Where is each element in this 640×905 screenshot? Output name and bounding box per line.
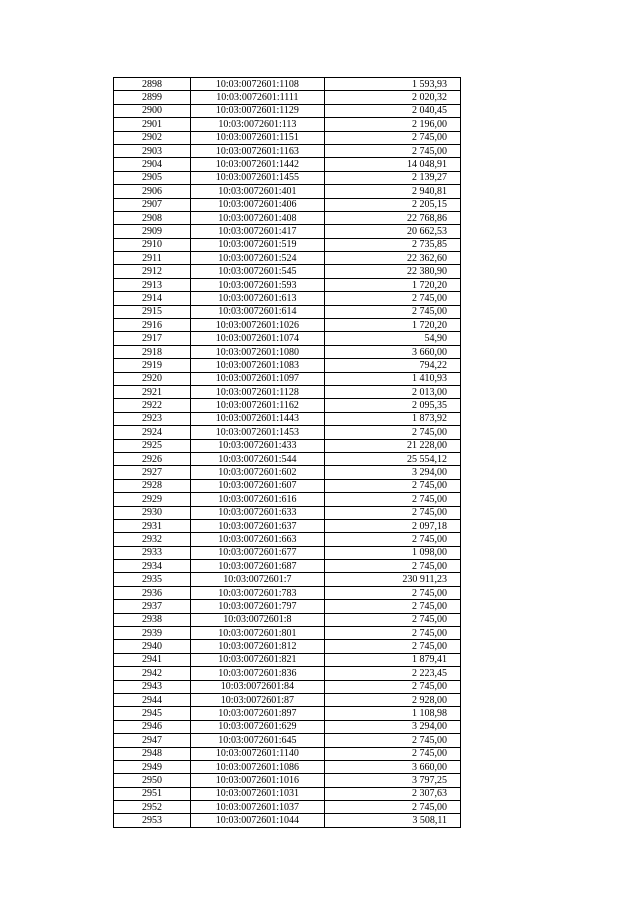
row-number-cell: 2931 bbox=[114, 519, 191, 532]
cadastral-number-cell: 10:03:0072601:797 bbox=[190, 600, 324, 613]
row-number-cell: 2910 bbox=[114, 238, 191, 251]
row-number-cell: 2940 bbox=[114, 640, 191, 653]
value-cell: 2 020,32 bbox=[324, 91, 460, 104]
row-number-cell: 2901 bbox=[114, 118, 191, 131]
table-row bbox=[114, 198, 461, 211]
row-number-cell: 2923 bbox=[114, 412, 191, 425]
row-number-cell: 2948 bbox=[114, 747, 191, 760]
value-cell: 1 108,98 bbox=[324, 707, 460, 720]
cadastral-number-cell: 10:03:0072601:1097 bbox=[190, 372, 324, 385]
value-cell: 2 745,00 bbox=[324, 426, 460, 439]
row-number-cell: 2916 bbox=[114, 319, 191, 332]
row-number-cell: 2904 bbox=[114, 158, 191, 171]
table-row bbox=[114, 747, 461, 760]
table-row bbox=[114, 600, 461, 613]
value-cell: 2 745,00 bbox=[324, 533, 460, 546]
row-number-cell: 2902 bbox=[114, 131, 191, 144]
row-number-cell: 2908 bbox=[114, 211, 191, 224]
table-row bbox=[114, 211, 461, 224]
table-row bbox=[114, 653, 461, 666]
cadastral-number-cell: 10:03:0072601:1080 bbox=[190, 345, 324, 358]
cadastral-number-cell: 10:03:0072601:616 bbox=[190, 493, 324, 506]
table-row bbox=[114, 91, 461, 104]
value-cell: 2 745,00 bbox=[324, 613, 460, 626]
value-cell: 2 745,00 bbox=[324, 305, 460, 318]
row-number-cell: 2907 bbox=[114, 198, 191, 211]
value-cell: 2 745,00 bbox=[324, 560, 460, 573]
table-row bbox=[114, 466, 461, 479]
cadastral-number-cell: 10:03:0072601:1455 bbox=[190, 171, 324, 184]
value-cell: 22 362,60 bbox=[324, 252, 460, 265]
row-number-cell: 2944 bbox=[114, 693, 191, 706]
value-cell: 2 745,00 bbox=[324, 292, 460, 305]
value-cell: 54,90 bbox=[324, 332, 460, 345]
value-cell: 3 660,00 bbox=[324, 345, 460, 358]
value-cell: 2 095,35 bbox=[324, 399, 460, 412]
table-row bbox=[114, 225, 461, 238]
cadastral-number-cell: 10:03:0072601:1128 bbox=[190, 385, 324, 398]
value-cell: 2 223,45 bbox=[324, 667, 460, 680]
table-row bbox=[114, 519, 461, 532]
value-cell: 2 940,81 bbox=[324, 185, 460, 198]
value-cell: 2 196,00 bbox=[324, 118, 460, 131]
row-number-cell: 2924 bbox=[114, 426, 191, 439]
row-number-cell: 2905 bbox=[114, 171, 191, 184]
table-row bbox=[114, 158, 461, 171]
row-number-cell: 2912 bbox=[114, 265, 191, 278]
table-row bbox=[114, 452, 461, 465]
table-row bbox=[114, 305, 461, 318]
row-number-cell: 2950 bbox=[114, 774, 191, 787]
cadastral-number-cell: 10:03:0072601:1086 bbox=[190, 760, 324, 773]
value-cell: 2 735,85 bbox=[324, 238, 460, 251]
table-row bbox=[114, 573, 461, 586]
cadastral-number-cell: 10:03:0072601:637 bbox=[190, 519, 324, 532]
table-row bbox=[114, 479, 461, 492]
value-cell: 2 745,00 bbox=[324, 600, 460, 613]
value-cell: 14 048,91 bbox=[324, 158, 460, 171]
table-row bbox=[114, 814, 461, 827]
table-row bbox=[114, 533, 461, 546]
row-number-cell: 2900 bbox=[114, 104, 191, 117]
row-number-cell: 2913 bbox=[114, 278, 191, 291]
row-number-cell: 2911 bbox=[114, 252, 191, 265]
value-cell: 2 139,27 bbox=[324, 171, 460, 184]
cadastral-number-cell: 10:03:0072601:8 bbox=[190, 613, 324, 626]
data-table bbox=[113, 77, 461, 828]
row-number-cell: 2947 bbox=[114, 734, 191, 747]
row-number-cell: 2922 bbox=[114, 399, 191, 412]
value-cell: 2 745,00 bbox=[324, 640, 460, 653]
cadastral-number-cell: 10:03:0072601:821 bbox=[190, 653, 324, 666]
value-cell: 1 720,20 bbox=[324, 278, 460, 291]
table-row bbox=[114, 734, 461, 747]
table-row bbox=[114, 667, 461, 680]
value-cell: 1 410,93 bbox=[324, 372, 460, 385]
value-cell: 21 228,00 bbox=[324, 439, 460, 452]
cadastral-number-cell: 10:03:0072601:1111 bbox=[190, 91, 324, 104]
row-number-cell: 2932 bbox=[114, 533, 191, 546]
row-number-cell: 2941 bbox=[114, 653, 191, 666]
table-row bbox=[114, 787, 461, 800]
cadastral-number-cell: 10:03:0072601:897 bbox=[190, 707, 324, 720]
table-row bbox=[114, 78, 461, 91]
value-cell: 2 040,45 bbox=[324, 104, 460, 117]
table-row bbox=[114, 292, 461, 305]
row-number-cell: 2921 bbox=[114, 385, 191, 398]
value-cell: 3 797,25 bbox=[324, 774, 460, 787]
table-row bbox=[114, 640, 461, 653]
value-cell: 230 911,23 bbox=[324, 573, 460, 586]
value-cell: 3 660,00 bbox=[324, 760, 460, 773]
cadastral-number-cell: 10:03:0072601:1151 bbox=[190, 131, 324, 144]
value-cell: 2 013,00 bbox=[324, 385, 460, 398]
value-cell: 2 745,00 bbox=[324, 801, 460, 814]
row-number-cell: 2925 bbox=[114, 439, 191, 452]
table-body bbox=[114, 78, 461, 828]
value-cell: 3 508,11 bbox=[324, 814, 460, 827]
cadastral-number-cell: 10:03:0072601:1453 bbox=[190, 426, 324, 439]
row-number-cell: 2938 bbox=[114, 613, 191, 626]
value-cell: 2 745,00 bbox=[324, 747, 460, 760]
cadastral-number-cell: 10:03:0072601:87 bbox=[190, 693, 324, 706]
value-cell: 1 593,93 bbox=[324, 78, 460, 91]
table-row bbox=[114, 332, 461, 345]
table-row bbox=[114, 238, 461, 251]
cadastral-number-cell: 10:03:0072601:113 bbox=[190, 118, 324, 131]
row-number-cell: 2934 bbox=[114, 560, 191, 573]
row-number-cell: 2915 bbox=[114, 305, 191, 318]
value-cell: 2 745,00 bbox=[324, 493, 460, 506]
row-number-cell: 2937 bbox=[114, 600, 191, 613]
row-number-cell: 2898 bbox=[114, 78, 191, 91]
row-number-cell: 2927 bbox=[114, 466, 191, 479]
cadastral-number-cell: 10:03:0072601:645 bbox=[190, 734, 324, 747]
value-cell: 1 098,00 bbox=[324, 546, 460, 559]
cadastral-number-cell: 10:03:0072601:1044 bbox=[190, 814, 324, 827]
cadastral-number-cell: 10:03:0072601:1443 bbox=[190, 412, 324, 425]
table-row bbox=[114, 627, 461, 640]
row-number-cell: 2928 bbox=[114, 479, 191, 492]
table-row bbox=[114, 399, 461, 412]
cadastral-number-cell: 10:03:0072601:1129 bbox=[190, 104, 324, 117]
value-cell: 22 380,90 bbox=[324, 265, 460, 278]
table-row bbox=[114, 720, 461, 733]
row-number-cell: 2919 bbox=[114, 359, 191, 372]
cadastral-number-cell: 10:03:0072601:812 bbox=[190, 640, 324, 653]
cadastral-number-cell: 10:03:0072601:836 bbox=[190, 667, 324, 680]
cadastral-number-cell: 10:03:0072601:544 bbox=[190, 452, 324, 465]
table-row bbox=[114, 372, 461, 385]
value-cell: 2 205,15 bbox=[324, 198, 460, 211]
row-number-cell: 2903 bbox=[114, 144, 191, 157]
row-number-cell: 2906 bbox=[114, 185, 191, 198]
value-cell: 20 662,53 bbox=[324, 225, 460, 238]
cadastral-number-cell: 10:03:0072601:408 bbox=[190, 211, 324, 224]
row-number-cell: 2899 bbox=[114, 91, 191, 104]
cadastral-number-cell: 10:03:0072601:663 bbox=[190, 533, 324, 546]
cadastral-number-cell: 10:03:0072601:1108 bbox=[190, 78, 324, 91]
cadastral-number-cell: 10:03:0072601:1162 bbox=[190, 399, 324, 412]
cadastral-number-cell: 10:03:0072601:602 bbox=[190, 466, 324, 479]
row-number-cell: 2943 bbox=[114, 680, 191, 693]
table-row bbox=[114, 412, 461, 425]
value-cell: 2 745,00 bbox=[324, 506, 460, 519]
table-row bbox=[114, 493, 461, 506]
table-row bbox=[114, 171, 461, 184]
table-row bbox=[114, 385, 461, 398]
table-row bbox=[114, 359, 461, 372]
value-cell: 2 928,00 bbox=[324, 693, 460, 706]
cadastral-number-cell: 10:03:0072601:519 bbox=[190, 238, 324, 251]
value-cell: 2 745,00 bbox=[324, 586, 460, 599]
cadastral-number-cell: 10:03:0072601:401 bbox=[190, 185, 324, 198]
value-cell: 3 294,00 bbox=[324, 466, 460, 479]
table-row bbox=[114, 426, 461, 439]
row-number-cell: 2920 bbox=[114, 372, 191, 385]
table-row bbox=[114, 707, 461, 720]
row-number-cell: 2917 bbox=[114, 332, 191, 345]
value-cell: 2 745,00 bbox=[324, 144, 460, 157]
row-number-cell: 2949 bbox=[114, 760, 191, 773]
row-number-cell: 2935 bbox=[114, 573, 191, 586]
table-row bbox=[114, 104, 461, 117]
cadastral-number-cell: 10:03:0072601:84 bbox=[190, 680, 324, 693]
row-number-cell: 2936 bbox=[114, 586, 191, 599]
value-cell: 1 879,41 bbox=[324, 653, 460, 666]
table-row bbox=[114, 144, 461, 157]
value-cell: 2 097,18 bbox=[324, 519, 460, 532]
table-row bbox=[114, 439, 461, 452]
value-cell: 2 745,00 bbox=[324, 680, 460, 693]
table-row bbox=[114, 131, 461, 144]
row-number-cell: 2914 bbox=[114, 292, 191, 305]
cadastral-number-cell: 10:03:0072601:593 bbox=[190, 278, 324, 291]
table-row bbox=[114, 693, 461, 706]
cadastral-number-cell: 10:03:0072601:633 bbox=[190, 506, 324, 519]
value-cell: 2 745,00 bbox=[324, 131, 460, 144]
table-row bbox=[114, 506, 461, 519]
row-number-cell: 2939 bbox=[114, 627, 191, 640]
cadastral-number-cell: 10:03:0072601:1442 bbox=[190, 158, 324, 171]
table-row bbox=[114, 265, 461, 278]
table-row bbox=[114, 801, 461, 814]
value-cell: 25 554,12 bbox=[324, 452, 460, 465]
value-cell: 22 768,86 bbox=[324, 211, 460, 224]
cadastral-number-cell: 10:03:0072601:1083 bbox=[190, 359, 324, 372]
value-cell: 794,22 bbox=[324, 359, 460, 372]
table-row bbox=[114, 278, 461, 291]
cadastral-number-cell: 10:03:0072601:783 bbox=[190, 586, 324, 599]
table-row bbox=[114, 560, 461, 573]
table-row bbox=[114, 185, 461, 198]
row-number-cell: 2952 bbox=[114, 801, 191, 814]
cadastral-number-cell: 10:03:0072601:524 bbox=[190, 252, 324, 265]
cadastral-number-cell: 10:03:0072601:1031 bbox=[190, 787, 324, 800]
row-number-cell: 2918 bbox=[114, 345, 191, 358]
row-number-cell: 2909 bbox=[114, 225, 191, 238]
table-row bbox=[114, 252, 461, 265]
row-number-cell: 2953 bbox=[114, 814, 191, 827]
cadastral-number-cell: 10:03:0072601:7 bbox=[190, 573, 324, 586]
table-row bbox=[114, 613, 461, 626]
row-number-cell: 2951 bbox=[114, 787, 191, 800]
cadastral-number-cell: 10:03:0072601:1016 bbox=[190, 774, 324, 787]
cadastral-number-cell: 10:03:0072601:417 bbox=[190, 225, 324, 238]
cadastral-number-cell: 10:03:0072601:433 bbox=[190, 439, 324, 452]
row-number-cell: 2929 bbox=[114, 493, 191, 506]
row-number-cell: 2945 bbox=[114, 707, 191, 720]
row-number-cell: 2942 bbox=[114, 667, 191, 680]
value-cell: 2 745,00 bbox=[324, 479, 460, 492]
table-row bbox=[114, 345, 461, 358]
value-cell: 1 720,20 bbox=[324, 319, 460, 332]
cadastral-number-cell: 10:03:0072601:687 bbox=[190, 560, 324, 573]
table-row bbox=[114, 680, 461, 693]
table-row bbox=[114, 118, 461, 131]
table-row bbox=[114, 586, 461, 599]
table-row bbox=[114, 774, 461, 787]
cadastral-number-cell: 10:03:0072601:1037 bbox=[190, 801, 324, 814]
value-cell: 2 307,63 bbox=[324, 787, 460, 800]
cadastral-number-cell: 10:03:0072601:545 bbox=[190, 265, 324, 278]
cadastral-number-cell: 10:03:0072601:1074 bbox=[190, 332, 324, 345]
value-cell: 2 745,00 bbox=[324, 734, 460, 747]
table-row bbox=[114, 546, 461, 559]
cadastral-number-cell: 10:03:0072601:1026 bbox=[190, 319, 324, 332]
row-number-cell: 2926 bbox=[114, 452, 191, 465]
cadastral-number-cell: 10:03:0072601:677 bbox=[190, 546, 324, 559]
table-row bbox=[114, 760, 461, 773]
table-row bbox=[114, 319, 461, 332]
row-number-cell: 2933 bbox=[114, 546, 191, 559]
value-cell: 3 294,00 bbox=[324, 720, 460, 733]
cadastral-number-cell: 10:03:0072601:1140 bbox=[190, 747, 324, 760]
cadastral-number-cell: 10:03:0072601:614 bbox=[190, 305, 324, 318]
row-number-cell: 2930 bbox=[114, 506, 191, 519]
cadastral-number-cell: 10:03:0072601:406 bbox=[190, 198, 324, 211]
cadastral-number-cell: 10:03:0072601:613 bbox=[190, 292, 324, 305]
value-cell: 1 873,92 bbox=[324, 412, 460, 425]
value-cell: 2 745,00 bbox=[324, 627, 460, 640]
cadastral-number-cell: 10:03:0072601:1163 bbox=[190, 144, 324, 157]
row-number-cell: 2946 bbox=[114, 720, 191, 733]
cadastral-number-cell: 10:03:0072601:801 bbox=[190, 627, 324, 640]
cadastral-number-cell: 10:03:0072601:607 bbox=[190, 479, 324, 492]
cadastral-number-cell: 10:03:0072601:629 bbox=[190, 720, 324, 733]
